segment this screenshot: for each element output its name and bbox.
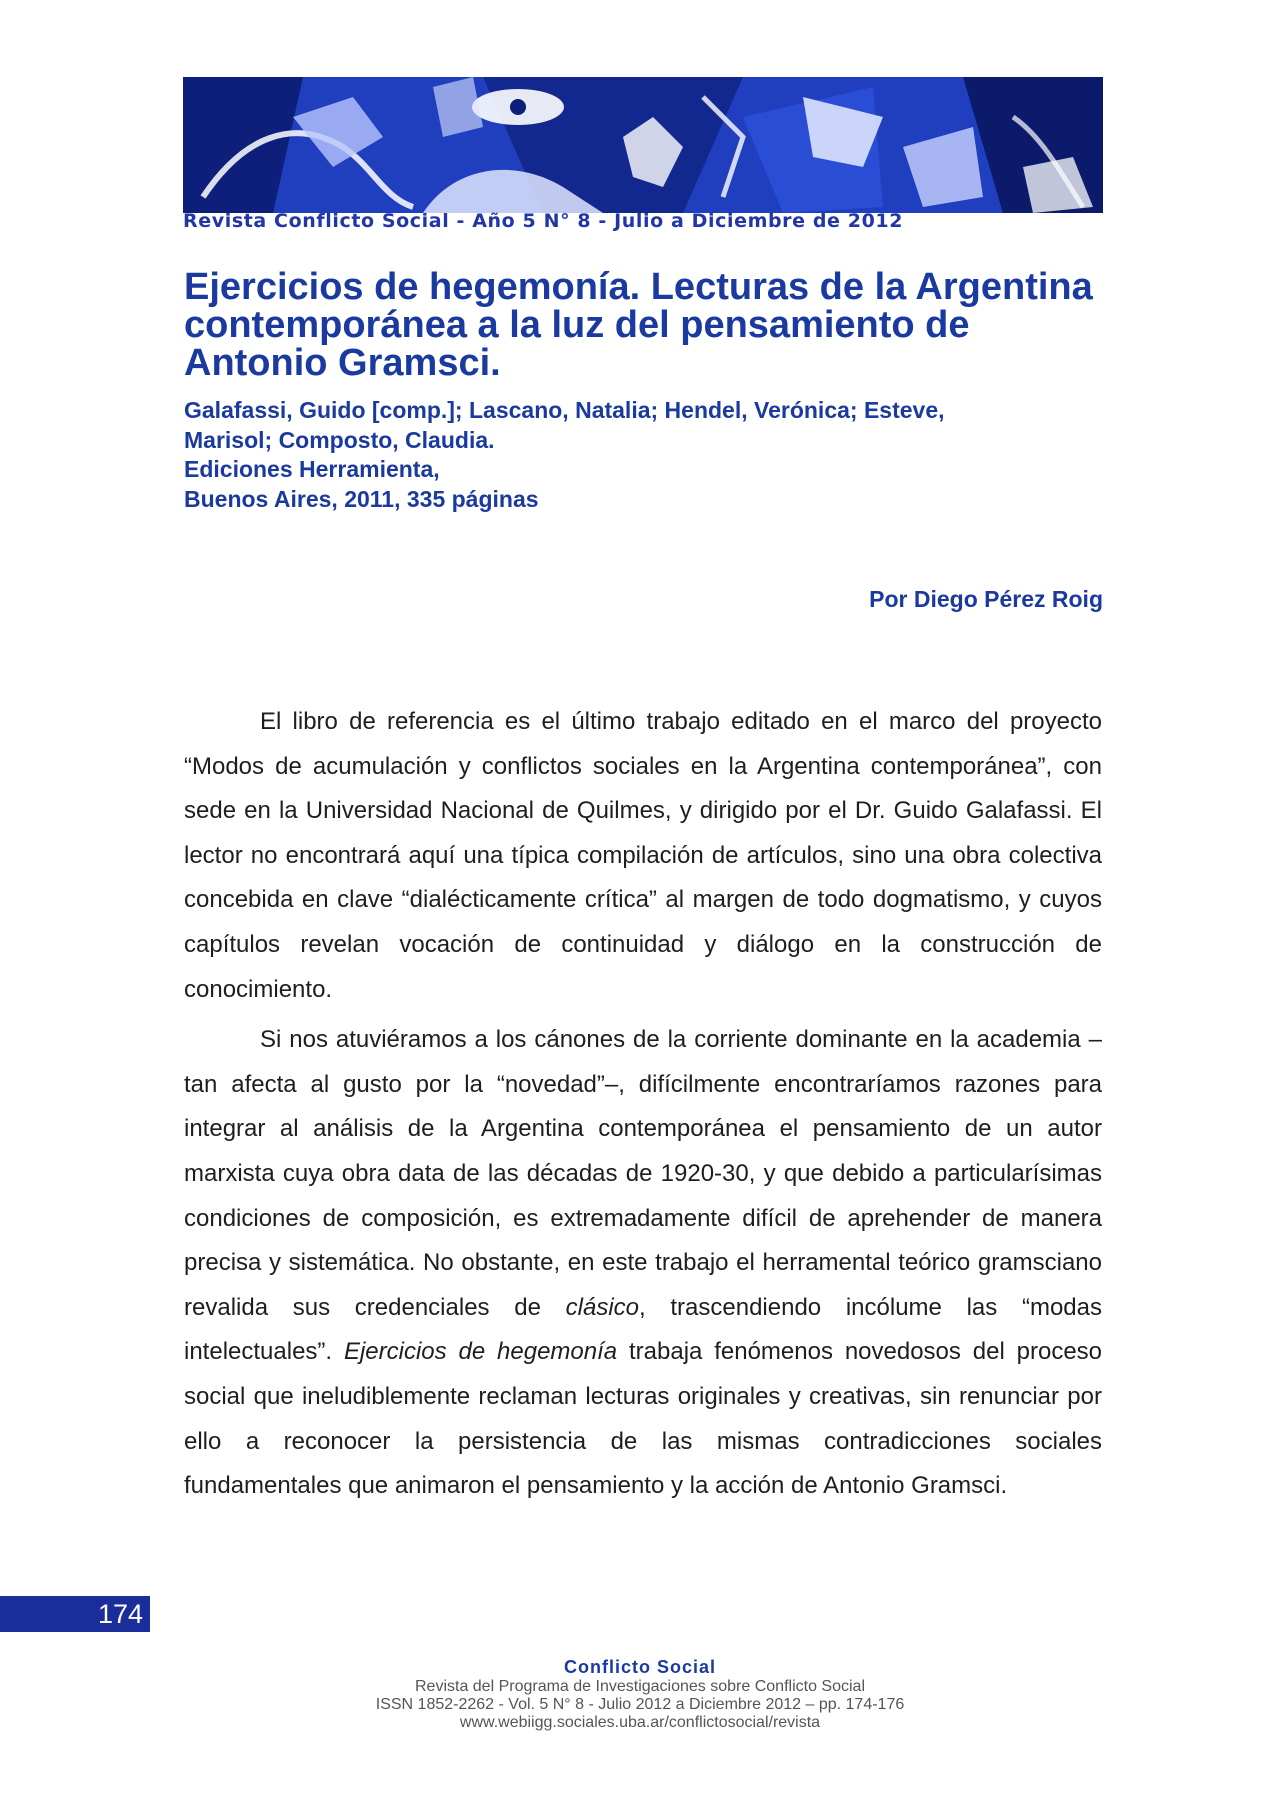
- emphasis-clasico: clásico: [565, 1293, 639, 1321]
- authors-line-1: Galafassi, Guido [comp.]; Lascano, Natalia; Hendel, Verónica; Esteve,: [184, 397, 945, 423]
- emphasis-book-title: Ejercicios de hegemonía: [343, 1338, 618, 1366]
- footer-journal-name: Conflicto Social: [563, 1657, 716, 1677]
- paragraph-2-text-b: , trascendiendo incólume las “modas intelectuales”.: [184, 1293, 1102, 1366]
- page-footer: [240, 1656, 1040, 1732]
- publisher: Ediciones Herramienta,: [184, 456, 440, 482]
- reviewer-byline: Por Diego Pérez Roig: [869, 586, 1103, 612]
- paragraph-2-text-a: Si nos atuviéramos a los cánones de la corriente dominante en la academia –tan afecta al gusto por la “novedad”–, difícilmente encontraríamos razones para integrar al análisis de la Argentina contemporánea el pensamiento de un autor marxista cuya obra data de las décadas de 1920-30, y que debido a particularísimas condiciones de composición, es extremadamente difícil de aprehender de manera precisa y sistemática. No obstante, en este trabajo el herramental teórico gramsciano revalida sus credenciales de: [184, 1026, 1102, 1321]
- footer-program: Revista del Programa de Investigaciones sobre Conflicto Social: [414, 1678, 865, 1695]
- place-year-pages: Buenos Aires, 2011, 335 páginas: [184, 485, 539, 512]
- banner-caption: Revista Conflicto Social - Año 5 N° 8 - Julio a Diciembre de 2012: [183, 210, 904, 232]
- footer-issn: ISSN 1852-2262 - Vol. 5 N° 8 - Julio 2012 a Diciembre 2012 – pp. 174-176: [375, 1696, 905, 1713]
- paragraph-2: [184, 1018, 1102, 1509]
- journal-banner: [183, 77, 1103, 235]
- page-number-tab: 174: [0, 1596, 150, 1632]
- banner-artwork-image: [183, 77, 1103, 213]
- article-body: [184, 700, 1102, 1509]
- article-title: Ejercicios de hegemonía. Lecturas de la Argentina contemporánea a la luz del pensamiento de Antonio Gramsci.: [184, 266, 1093, 384]
- paragraph-1: El libro de referencia es el último trabajo editado en el marco del proyecto “Modos de acumulación y conflictos sociales en la Argentina contemporánea”, con sede en la Universidad Nacional de Quilmes, y dirigido por el Dr. Guido Galafassi. El lector no encontrará aquí una típica compilación de artículos, sino una obra colectiva concebida en clave “dialécticamente crítica” al margen de todo dogmatismo, y cuyos capítulos revelan vocación de continuidad y diálogo en la construcción de conocimiento.: [184, 708, 1102, 1003]
- footer-url: www.webiigg.sociales.uba.ar/conflictosocial/revista: [459, 1714, 821, 1731]
- authors-line-2: Marisol; Composto, Claudia.: [184, 426, 495, 453]
- paragraph-2-text-c: trabaja fenómenos novedosos del proceso social que ineludiblemente reclaman lecturas originales y creativas, sin renunciar por ello a reconocer la persistencia de las mismas contradicciones sociales fundamentales que animaron el pensamiento y la acción de Antonio Gramsci.: [184, 1338, 1103, 1500]
- bibliographic-info: [184, 396, 1104, 514]
